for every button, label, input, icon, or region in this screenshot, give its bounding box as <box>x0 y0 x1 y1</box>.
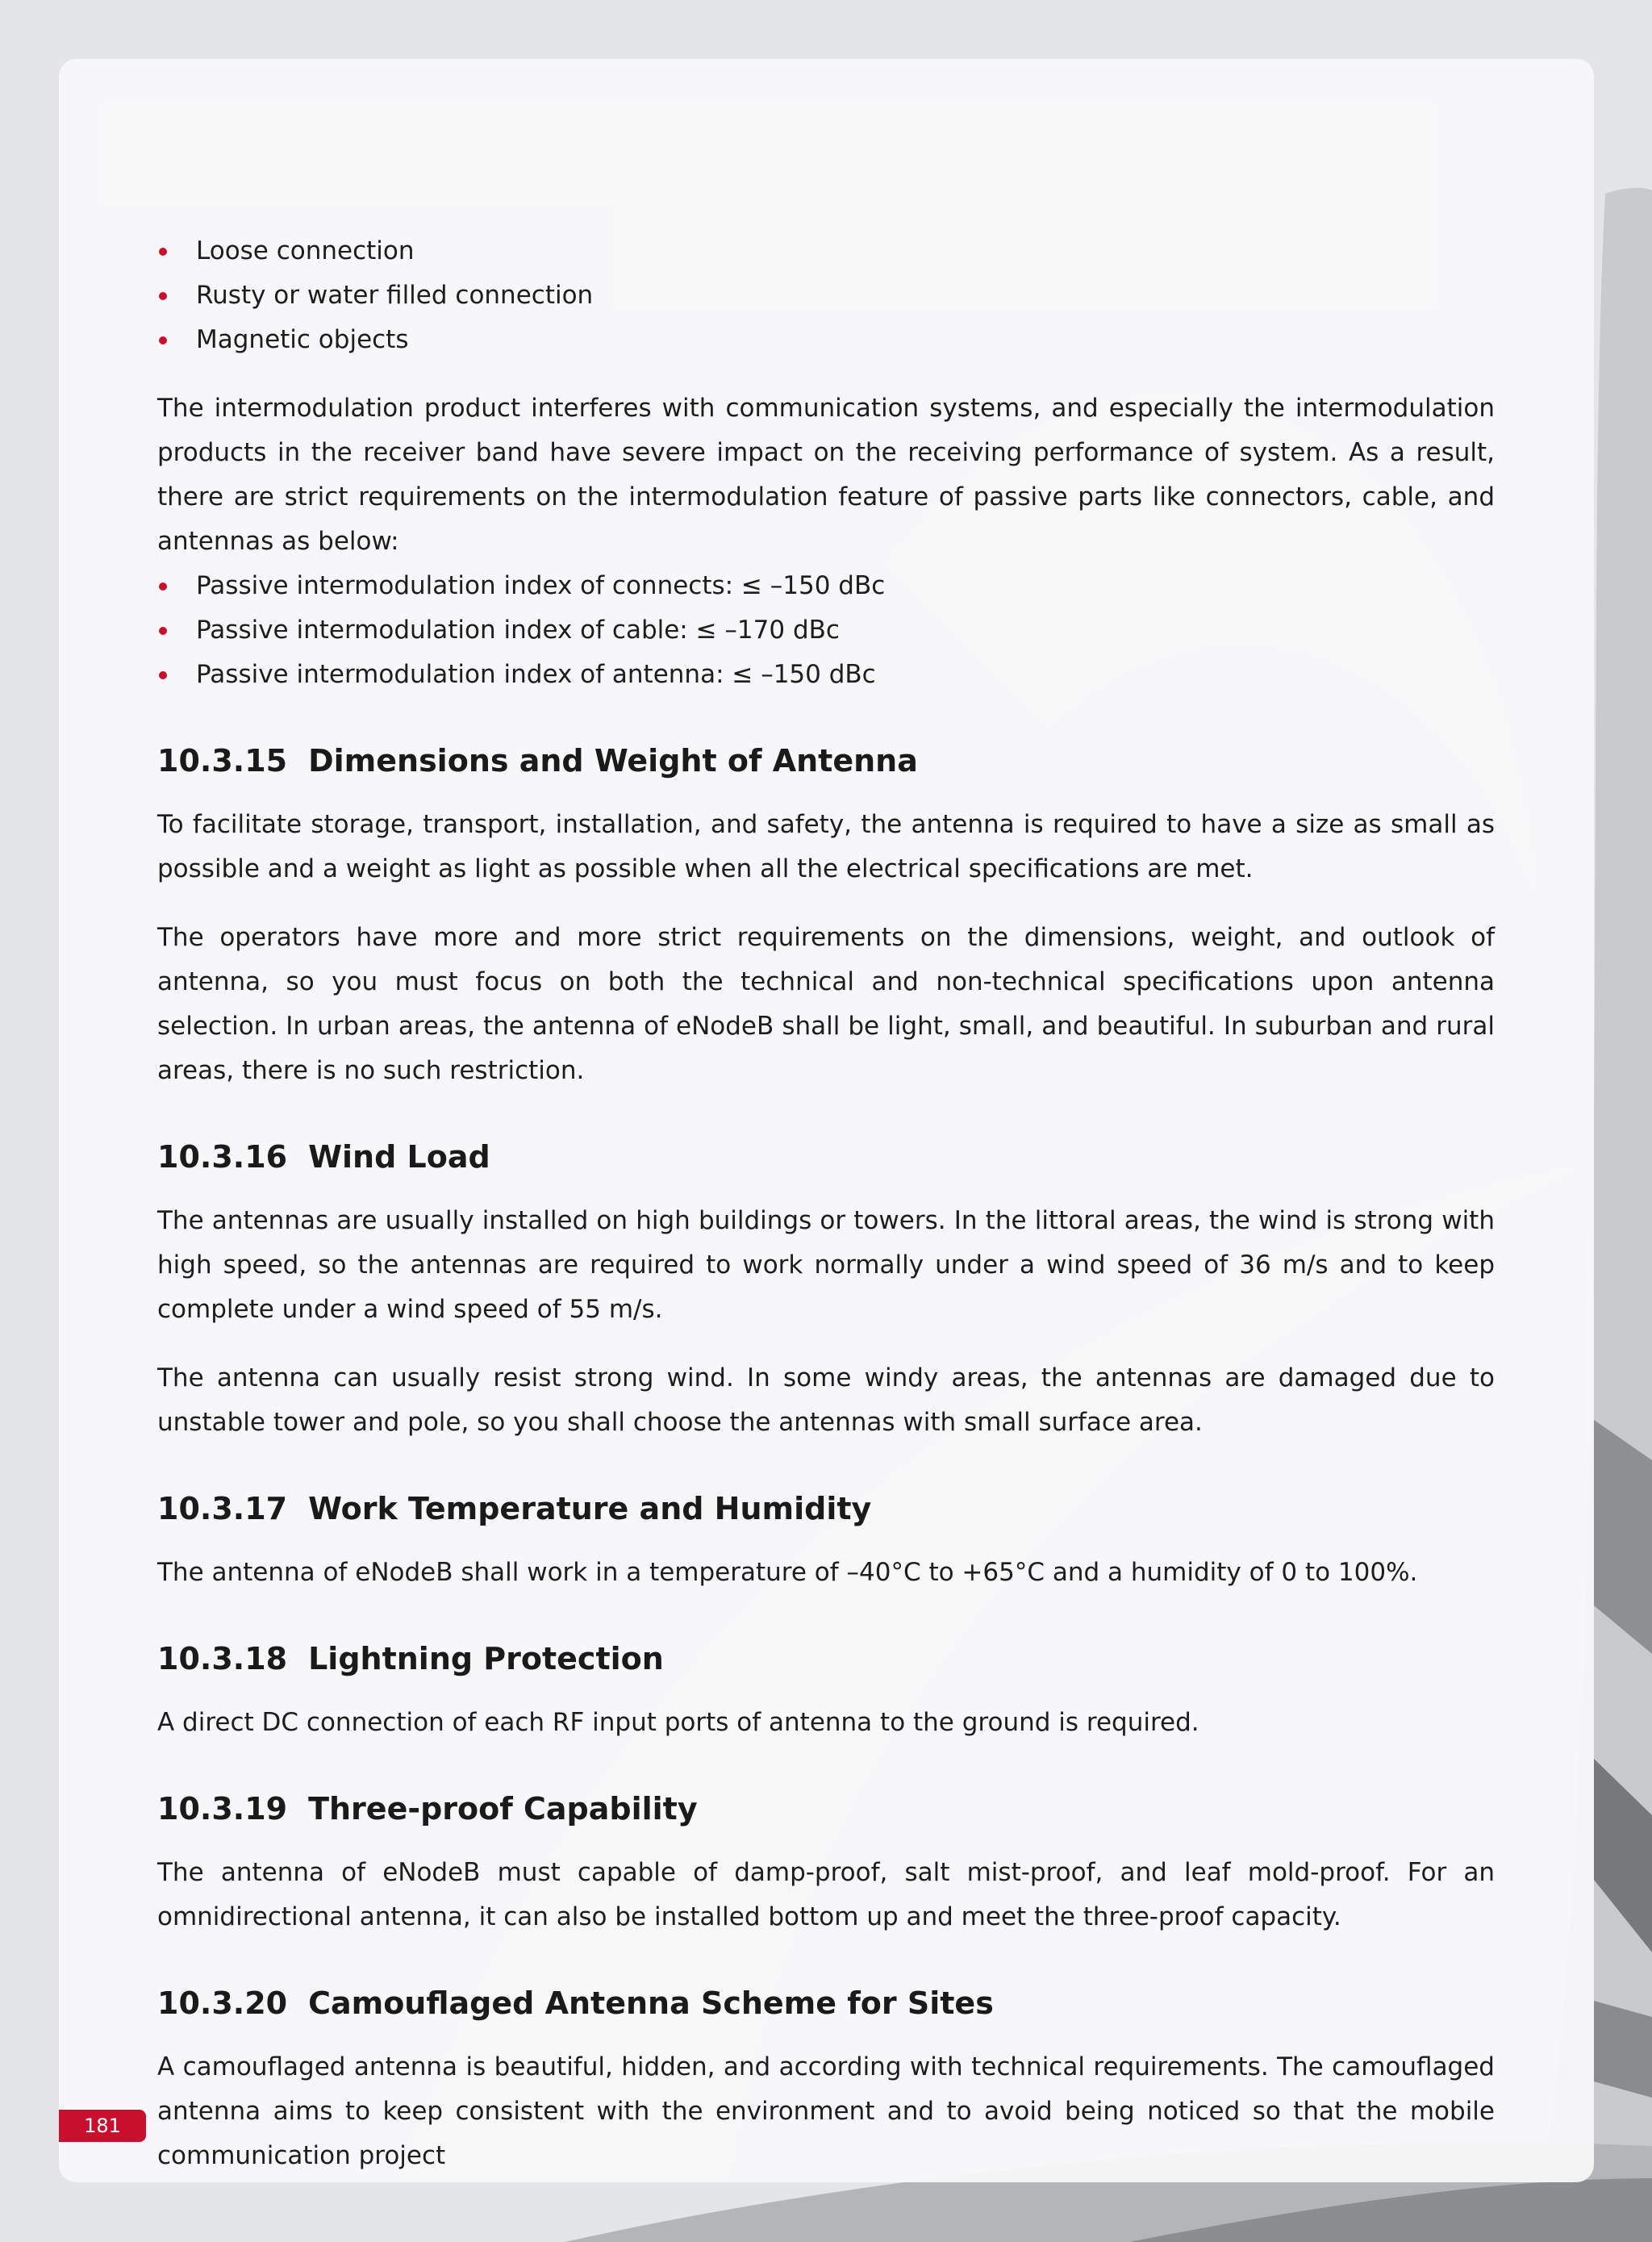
section-title: Dimensions and Weight of Antenna <box>308 743 918 779</box>
section-work-temperature <box>157 1487 1495 1595</box>
list-item <box>157 564 1495 608</box>
paragraph: To facilitate storage, transport, installation, and safety, the antenna is required to have a size as small as possible and a weight as light as possible when all the electrical specifications are met. <box>157 810 1495 883</box>
section-heading <box>157 1135 1495 1179</box>
list-item <box>157 318 1495 362</box>
paragraph: The antenna can usually resist strong wind. In some windy areas, the antennas are damaged due to unstable tower and pole, so you shall choose the antennas with small surface area. <box>157 1363 1495 1437</box>
page-number-badge: 181 <box>59 2110 146 2142</box>
section-heading <box>157 1787 1495 1831</box>
section-title: Camouflaged Antenna Scheme for Sites <box>308 1985 994 2021</box>
list-item <box>157 273 1495 318</box>
section-heading <box>157 1637 1495 1681</box>
section-number: 10.3.15 <box>157 743 288 779</box>
section-number: 10.3.18 <box>157 1641 288 1676</box>
bullet-icon <box>159 582 167 591</box>
list-item <box>157 608 1495 653</box>
section-heading <box>157 739 1495 783</box>
paragraph: The antenna of eNodeB shall work in a temperature of –40°C to +65°C and a humidity of 0 to 100%. <box>157 1558 1418 1587</box>
section-number: 10.3.16 <box>157 1139 288 1175</box>
section-lightning-protection <box>157 1637 1495 1745</box>
section-camouflaged-antenna <box>157 1981 1495 2178</box>
bullet-list-pim-index <box>157 564 1495 697</box>
list-item-text: Rusty or water filled connection <box>196 281 594 310</box>
paragraph: A direct DC connection of each RF input ports of antenna to the ground is required. <box>157 1708 1199 1737</box>
list-item-text: Magnetic objects <box>196 325 409 354</box>
section-dimensions-weight <box>157 739 1495 1093</box>
list-item-text: Passive intermodulation index of cable: ≤ –170 dBc <box>196 616 840 645</box>
section-title: Lightning Protection <box>308 1641 664 1676</box>
section-number: 10.3.20 <box>157 1985 288 2021</box>
list-item <box>157 229 1495 273</box>
section-title: Work Temperature and Humidity <box>308 1491 872 1526</box>
bullet-icon <box>159 248 167 256</box>
list-item-text: Loose connection <box>196 236 415 265</box>
section-number: 10.3.19 <box>157 1791 288 1827</box>
section-wind-load <box>157 1135 1495 1445</box>
bullet-icon <box>159 627 167 635</box>
list-item <box>157 653 1495 697</box>
section-title: Three-proof Capability <box>308 1791 698 1827</box>
paragraph: A camouflaged antenna is beautiful, hidden, and according with technical requirements. The camouflaged antenna aims to keep consistent with the environment and to avoid being noticed so that the mobile communication project <box>157 2052 1495 2170</box>
section-three-proof <box>157 1787 1495 1939</box>
list-item-text: Passive intermodulation index of antenna: ≤ –150 dBc <box>196 660 876 689</box>
section-number: 10.3.17 <box>157 1491 288 1526</box>
section-title: Wind Load <box>308 1139 490 1175</box>
paragraph: The antenna of eNodeB must capable of damp-proof, salt mist-proof, and leaf mold-proof. For an omnidirectional antenna, it can also be installed bottom up and meet the three-proof capacity. <box>157 1858 1495 1931</box>
paragraph: The antennas are usually installed on high buildings or towers. In the littoral areas, the wind is strong with high speed, so the antennas are required to work normally under a wind speed of 36 m/s and to keep complete under a wind speed of 55 m/s. <box>157 1206 1495 1324</box>
section-heading <box>157 1487 1495 1531</box>
bullet-icon <box>159 671 167 679</box>
list-item-text: Passive intermodulation index of connects: ≤ –150 dBc <box>196 571 886 600</box>
section-heading <box>157 1981 1495 2026</box>
paragraph: The operators have more and more strict requirements on the dimensions, weight, and outlook of antenna, so you must focus on both the technical and non-technical specifications upon antenna selection. In urban areas, the antenna of eNodeB shall be light, small, and beautiful. In suburban and rural areas, there is no such restriction. <box>157 923 1495 1085</box>
bullet-list-causes <box>157 229 1495 362</box>
intro-paragraph: The intermodulation product interferes with communication systems, and especially the intermodulation products in the receiver band have severe impact on the receiving performance of system. As a result, there are strict requirements on the intermodulation feature of passive parts like connectors, cable, and antennas as below: <box>157 394 1495 556</box>
page-content <box>157 229 1495 2178</box>
bullet-icon <box>159 292 167 300</box>
bullet-icon <box>159 336 167 344</box>
